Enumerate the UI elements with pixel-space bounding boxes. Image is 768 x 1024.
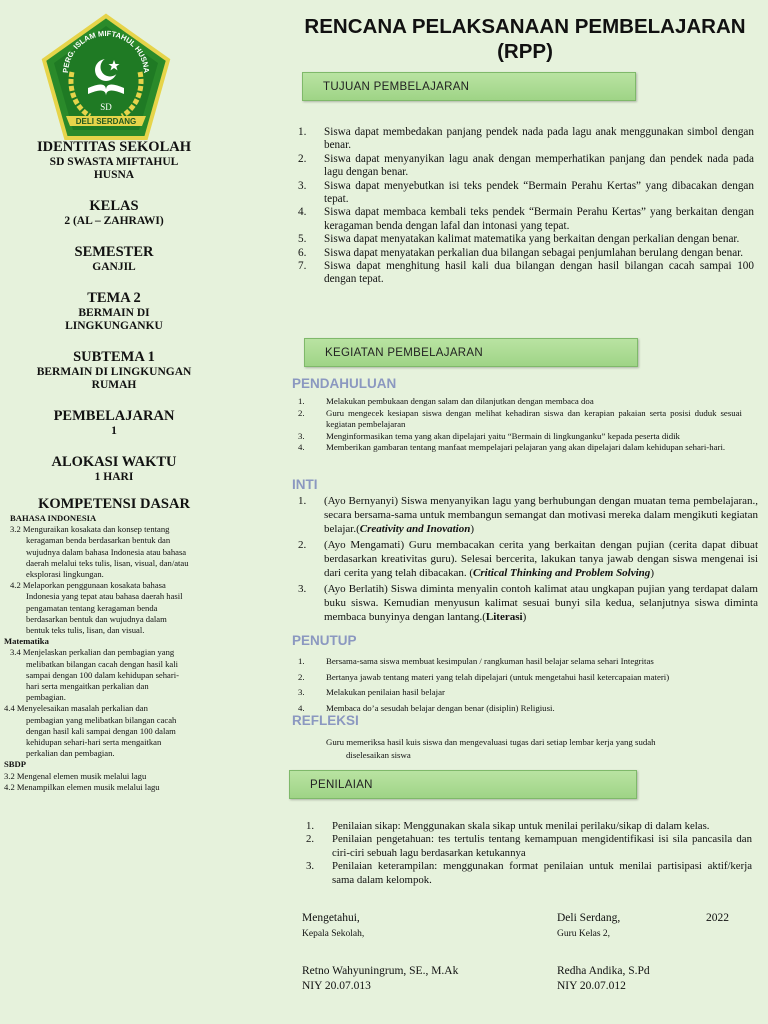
list-item: 3. Melakukan penilaian hasil belajar [298,685,742,701]
kd-line: berdasarkan bentuk dan wujudnya dalam [26,613,167,624]
list-item: 3. Menginformasikan tema yang akan dipelajari yaitu “Bermain di lingkunganku” kepada peserta didik [298,431,742,443]
list-item-text: Penilaian keterampilan: menggunakan format penilaian untuk menilai partisipasi aktif/kerja sama dalam kelompok. [332,860,752,886]
refleksi-title: REFLEKSI [292,713,359,728]
inti-text-end: ) [522,611,527,623]
sign-right-year: 2022 [706,912,729,924]
sign-right-name: Redha Andika, S.Pd [557,965,650,977]
kd-line: 4.2 Menampilkan elemen musik melalui lagu [4,781,160,792]
kd-line: pembagian. [26,692,66,703]
tema-label: TEMA 2 [87,290,141,306]
list-item-text: Menginformasikan tema yang akan dipelajari yaitu “Bermain di lingkunganku” kepada peserta didik [326,430,680,441]
list-item: 3. Siswa dapat menyebutkan isi teks pendek “Bermain Perahu Kertas” yang dibacakan dengan tepat. [298,179,754,206]
kelas-value: 2 (AL – ZAHRAWI) [64,215,164,227]
school-identity [4,135,224,793]
kd-line: 3.4 Menjelaskan perkalian dan pembagian yang [10,647,175,658]
logo-sd-text: SD [100,102,112,112]
sign-left-role: Kepala Sekolah, [302,929,365,939]
list-item-text: Memberikan gambaran tentang manfaat mempelajari pelajaran yang akan dipelajari dalam kehidupan sehari-hari. [326,442,726,453]
inti-emphasis: Literasi [485,611,523,623]
sign-left-niy: NIY 20.07.013 [302,980,371,992]
sign-right-niy: NIY 20.07.012 [557,980,626,992]
kegiatan-banner-label: KEGIATAN PEMBELAJARAN [325,346,483,359]
kd-line: hari serta mengaitkan perkalian dan [26,681,149,692]
subtema-label: SUBTEMA 1 [73,349,155,365]
title-line-2: (RPP) [497,40,553,63]
list-item-text: Siswa dapat menyatakan kalimat matematika yang berkaitan dengan perkalian dengan benar. [324,233,740,246]
logo-banner-text: DELI SERDANG [75,117,137,126]
subtema-value: BERMAIN DI LINGKUNGAN RUMAH [36,366,192,391]
semester-label: SEMESTER [74,244,154,260]
list-item: 4. Siswa dapat membaca kembali teks pendek “Bermain Perahu Kertas” yang berkaitan dengan keragaman benda dengan lafal dan intonasi yang tepat. [298,206,754,232]
kd-mat-title: Matematika [4,636,49,647]
pendahuluan-list [298,396,742,454]
list-item: 7. Siswa dapat menghitung hasil kali dua bilangan dengan hasil bilangan cacah sampai 100 dengan tepat. [298,260,754,286]
logo-arc-text: PERG. ISLAM MIFTAHUL HUSNA [60,28,152,74]
kd-line: daerah melalui teks tulis, lisan, visual, dan/atau [26,557,189,568]
list-item: 6. Siswa dapat menyatakan perkalian dua bilangan sebagai penjumlahan berulang dengan benar. [298,247,754,260]
semester-value: GANJIL [92,261,136,273]
list-item-text: Siswa dapat menyebutkan isi teks pendek “Bermain Perahu Kertas” yang dibacakan dengan tepat. [324,179,754,206]
penilaian-banner-label: PENILAIAN [310,778,373,791]
list-item: 4. Membaca do’a sesudah belajar dengan benar (disiplin) Religiusi. [298,701,742,717]
pendahuluan-title: PENDAHULUAN [292,376,397,391]
list-item-text: Siswa dapat membedakan panjang pendek nada pada lagu anak menggunakan simbol dengan benar. [324,126,754,152]
school-name: SD SWASTA MIFTAHUL HUSNA [49,156,179,181]
inti-text: (Ayo Bernyanyi) Siswa menyanyikan lagu yang berhubungan dengan muatan tema pembelajaran., secara bersama-sama untuk membangun semangat dan motivasi mereka dalam mengikuti kegiatan belajar.( [324,495,758,535]
list-item-text: Siswa dapat menyanyikan lagu anak dengan memperhatikan panjang dan pendek nada pada lagu dengan benar. [324,152,754,179]
inti-text: (Ayo Berlatih) Siswa diminta menyalin contoh kalimat atau ungkapan pujian yang terdapat dalam buku siswa. Kemudian menyusun kalimat sesuai bunyi sila kedua, selanjutnya siswa diminta membaca bunyinya dengan lantang.( [324,583,758,623]
refleksi-text [326,736,746,762]
kd-line: sampai dengan 100 dalam kehidupan sehari- [26,669,179,680]
inti-list [298,494,758,624]
kd-line: 4.4 Menyelesaikan masalah perkalian dan [4,703,148,714]
list-item-text: Melakukan penilaian hasil belajar [326,687,445,697]
inti-title: INTI [292,477,318,492]
list-item: 2. Bertanya jawab tentang materi yang telah dipelajari (untuk mengetahui hasil ketercapaian materi) [298,670,742,686]
list-item-text: Bersama-sama siswa membuat kesimpulan / rangkuman hasil belajar selama sehari Integritas [326,656,654,666]
kd-line: kehidupan sehari-hari serta mengaitkan [26,737,162,748]
pembelajaran-value: 1 [111,425,117,437]
kd-line: Indonesia yang tepat atau bahasa daerah hasil [26,591,183,602]
list-item: 2. Siswa dapat menyanyikan lagu anak dengan memperhatikan panjang dan pendek nada pada lagu dengan benar. [298,152,754,179]
kd-sbdp-title: SBDP [4,759,26,770]
sign-left-label: Mengetahui, [302,912,360,924]
kegiatan-banner [304,338,638,367]
penilaian-list [306,820,752,887]
list-item: 1. Penilaian sikap: Menggunakan skala sikap untuk menilai perilaku/sikap di dalam kelas. [306,820,752,833]
inti-emphasis: Creativity and Inovation [359,523,471,535]
identity-heading: IDENTITAS SEKOLAH [36,139,192,155]
kd-line: eksplorasi lingkungan. [26,569,104,580]
sign-right-role: Guru Kelas 2, [557,929,611,939]
list-item-text: Guru mengecek kesiapan siswa dengan melihat kehadiran siswa dan kerapian pakaian serta posisi duduk sesuai kegiatan pembelajaran [326,407,742,430]
kd-line: keragaman benda berdasarkan bentuk dan [26,535,171,546]
kd-line: melibatkan bilangan cacah dengan hasil kali [26,658,179,669]
pembelajaran-label: PEMBELAJARAN [53,408,175,424]
penutup-title: PENUTUP [292,633,357,648]
list-item: 1. Melakukan pembukaan dengan salam dan dilanjutkan dengan membaca doa [298,396,742,408]
list-item-text: Siswa dapat menghitung hasil kali dua bilangan dengan hasil bilangan cacah sampai 100 dengan tepat. [324,260,754,286]
list-item-text: Bertanya jawab tentang materi yang telah dipelajari (untuk mengetahui hasil ketercapaian materi) [326,671,670,682]
list-item-text: Penilaian pengetahuan: tes tertulis tentang kemampuan mengidentifikasi isi sila pancasila dan ciri-ciri sebuah lagu berdasarkan ketukannya [332,833,752,859]
kd-line: 4.2 Melaporkan penggunaan kosakata bahasa [10,580,166,591]
kd-line: wujudnya dalam bahasa Indonesia atau bahasa [26,546,187,557]
kd-line: pembagian yang melibatkan bilangan cacah [26,714,177,725]
kd-line: pengamatan tentang keragaman benda [26,602,158,613]
kd-line: 3.2 Mengenal elemen musik melalui lagu [4,770,147,781]
refleksi-line: Guru memeriksa hasil kuis siswa dan mengevaluasi tugas dari setiap lembar kerja yang sudah [326,737,656,747]
sign-right-place: Deli Serdang, [557,912,621,924]
tema-value: BERMAIN DI LINGKUNGANKU [65,307,163,332]
tujuan-banner-label: TUJUAN PEMBELAJARAN [323,80,470,93]
kompetensi-heading: KOMPETENSI DASAR [38,496,190,512]
list-item: 2. Guru mengecek kesiapan siswa dengan melihat kehadiran siswa dan kerapian pakaian serta posisi duduk sesuai kegiatan pembelajaran [298,407,742,430]
kd-line: bentuk teks tulis, lisan, dan visual. [26,625,145,636]
refleksi-line: diselesaikan siswa [346,750,411,760]
list-item-text: Siswa dapat menyatakan perkalian dua bilangan sebagai penjumlahan berulang dengan benar. [324,246,744,259]
list-item: 2. (Ayo Mengamati) Guru membacakan cerita yang berkaitan dengan pujian (cerita dapat dibuat berdasarkan kreativitas guru). Selesai bercerita, lakukan tanya jawab dengan siswa mengenai isi dari cerita yang telah dibacakan. (Critical Thinking and Problem Solving) [298,539,758,579]
list-item-text: Melakukan pembukaan dengan salam dan dilanjutkan dengan membaca doa [326,396,594,406]
school-logo [38,12,174,148]
list-item-text: Membaca do’a sesudah belajar dengan benar (disiplin) Religiusi. [326,702,555,713]
kompetensi-list [4,513,224,793]
tujuan-banner [302,72,636,101]
inti-text-end: ) [470,523,475,535]
title-line-1: RENCANA PELAKSANAAN PEMBELAJARAN [304,15,746,38]
list-item: 1. Siswa dapat membedakan panjang pendek nada pada lagu anak menggunakan simbol dengan benar. [298,126,754,152]
kd-line: dengan hasil kali sampai dengan 100 dalam [26,725,176,736]
kd-bi-title: BAHASA INDONESIA [10,513,97,523]
page-title [285,14,765,64]
alokasi-label: ALOKASI WAKTU [51,454,177,470]
penutup-list [298,654,742,716]
list-item: 1. Bersama-sama siswa membuat kesimpulan / rangkuman hasil belajar selama sehari Integritas [298,654,742,670]
list-item: 3. Penilaian keterampilan: menggunakan format penilaian untuk menilai partisipasi aktif/kerja sama dalam kelompok. [306,860,752,886]
list-item: 1. (Ayo Bernyanyi) Siswa menyanyikan lagu yang berhubungan dengan muatan tema pembelajaran., secara bersama-sama untuk membangun semangat dan motivasi mereka dalam mengikuti kegiatan belajar.(Creativity and Inovation) [298,495,758,535]
list-item: 4. Memberikan gambaran tentang manfaat mempelajari pelajaran yang akan dipelajari dalam kehidupan sehari-hari. [298,442,742,454]
inti-text-end: ) [650,567,654,579]
kd-line: 3.2 Menguraikan kosakata dan konsep tentang [10,524,170,535]
inti-emphasis: Critical Thinking and Problem Solving [473,567,651,579]
tujuan-list [298,126,754,287]
list-item: 3. (Ayo Berlatih) Siswa diminta menyalin contoh kalimat atau ungkapan pujian yang terdapat dalam buku siswa. Kemudian menyusun kalimat sesuai bunyi sila kedua, selanjutnya siswa diminta membaca bunyinya dengan lantang.(Literasi) [298,583,758,623]
list-item: 2. Penilaian pengetahuan: tes tertulis tentang kemampuan mengidentifikasi isi sila pancasila dan ciri-ciri sebuah lagu berdasarkan ketukannya [306,833,752,859]
sign-left-name: Retno Wahyuningrum, SE., M.Ak [302,965,459,977]
kd-line: perkalian dan pembagian. [26,748,115,759]
list-item-text: Penilaian sikap: Menggunakan skala sikap untuk menilai perilaku/sikap di dalam kelas. [332,820,710,832]
kelas-label: KELAS [89,198,139,214]
list-item: 5. Siswa dapat menyatakan kalimat matematika yang berkaitan dengan perkalian dengan benar. [298,233,754,246]
list-item-text: Siswa dapat membaca kembali teks pendek “Bermain Perahu Kertas” yang berkaitan dengan keragaman benda dengan lafal dan intonasi yang tepat. [324,206,754,232]
penilaian-banner [289,770,637,799]
alokasi-value: 1 HARI [94,471,134,483]
inti-text: (Ayo Mengamati) Guru membacakan cerita yang berkaitan dengan pujian (cerita dapat dibuat berdasarkan kreativitas guru). Selesai bercerita, lakukan tanya jawab dengan siswa mengenai isi dari cerita yang telah dibacakan. ( [324,539,758,579]
